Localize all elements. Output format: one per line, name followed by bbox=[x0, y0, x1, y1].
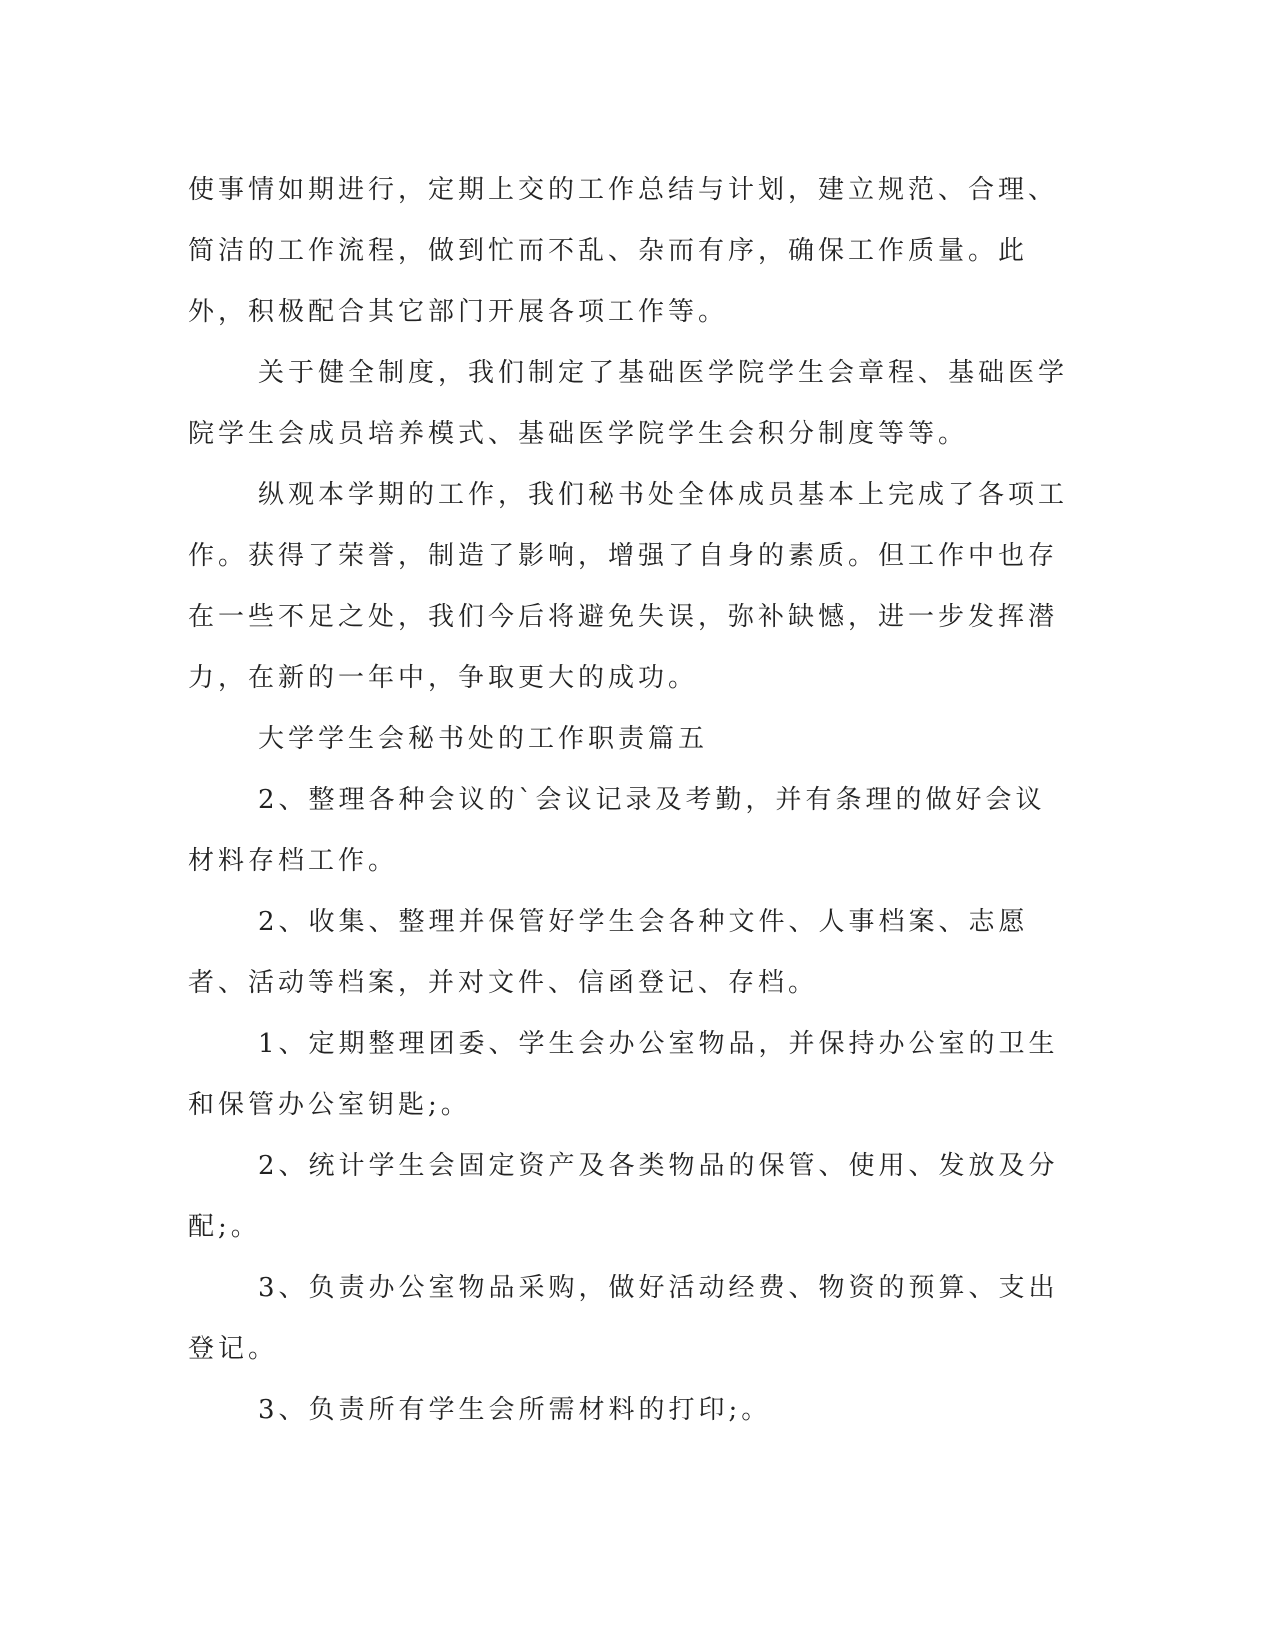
paragraph-8: 2、统计学生会固定资产及各类物品的保管、使用、发放及分配;。 bbox=[188, 1151, 1059, 1242]
paragraph-5: 2、整理各种会议的`会议记录及考勤，并有条理的做好会议材料存档工作。 bbox=[188, 785, 1046, 876]
paragraph-7: 1、定期整理团委、学生会办公室物品，并保持办公室的卫生和保管办公室钥匙;。 bbox=[188, 1029, 1059, 1120]
paragraph-10: 3、负责所有学生会所需材料的打印;。 bbox=[258, 1395, 772, 1425]
paragraph-2: 关于健全制度，我们制定了基础医学院学生会章程、基础医学院学生会成员培养模式、基础医学院学生会积分制度等等。 bbox=[188, 358, 1069, 449]
paragraph-1: 使事情如期进行，定期上交的工作总结与计划，建立规范、合理、简洁的工作流程，做到忙而不乱、杂而有序，确保工作质量。此外，积极配合其它部门开展各项工作等。 bbox=[188, 175, 1059, 327]
paragraph-6: 2、收集、整理并保管好学生会各种文件、人事档案、志愿者、活动等档案，并对文件、信函登记、存档。 bbox=[188, 907, 1029, 998]
section-heading: 大学学生会秘书处的工作职责篇五 bbox=[258, 724, 709, 754]
paragraph-9: 3、负责办公室物品采购，做好活动经费、物资的预算、支出登记。 bbox=[188, 1273, 1059, 1364]
document-body bbox=[188, 160, 1068, 1441]
paragraph-3: 纵观本学期的工作，我们秘书处全体成员基本上完成了各项工作。获得了荣誉，制造了影响，增强了自身的素质。但工作中也存在一些不足之处，我们今后将避免失误，弥补缺憾，进一步发挥潜力，在新的一年中，争取更大的成功。 bbox=[188, 480, 1069, 693]
